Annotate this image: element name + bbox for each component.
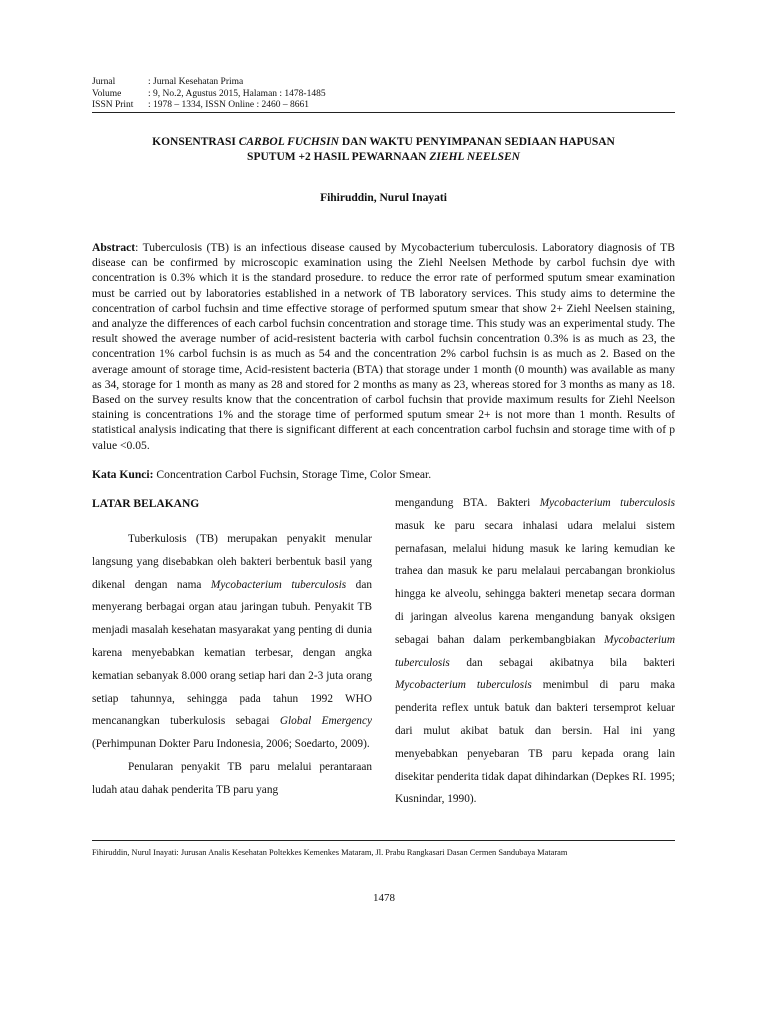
right-paragraph [395,492,675,811]
left-column [92,492,372,802]
paper-authors: Fihiruddin, Nurul Inayati [320,192,447,204]
page-number: 1478 [373,892,395,904]
title-part-4: SPUTUM +2 HASIL PEWARNAAN [247,151,430,163]
footnote-divider [92,840,675,841]
keywords [92,468,675,481]
left-p1-e: (Perhimpunan Dokter Paru Indonesia, 2006; Soedarto, 2009). [92,738,370,751]
section-heading: LATAR BELAKANG [92,498,200,510]
left-p1-c: dan menyerang berbagai organ atau jaringan tubuh. Penyakit TB menjadi masalah kesehatan masyarakat yang penting di dunia karena menyebabkan kematian terbesar, dengan angka kematian sebanyak 8.000 orang setiap hari dan 2-3 juta orang setiap tahunnya, sehingga pada tahun 1992 WHO mencanangkan tuberkulosis sebagai [92,578,372,728]
right-a: mengandung BTA. Bakteri [395,497,540,509]
right-g: menimbul di paru maka penderita reflex untuk batuk dan bakteri tersemprot keluar dari mulut akibat batuk dan bersin. Hal ini yang menyebabkan penyebaran TB paru kepada orang lain disekitar penderita tidak dapat dihindarkan (Depkes RI. 1995; Kusnindar, 1990). [395,679,675,806]
footnote: Fihiruddin, Nurul Inayati: Jurusan Analis Kesehatan Poltekkes Kemenkes Mataram, Jl. Prabu Rangkasari Dasan Cermen Sandubaya Mataram [92,848,568,857]
meta-volume-label: Volume [92,88,122,99]
left-p1-b: Mycobacterium tuberculosis [210,578,347,591]
right-c: masuk ke paru secara inhalasi udara melalui sistem pernafasan, melalui hidung masuk ke laring kemudian ke trahea dan masuk ke paru melalaui percabangan bronkiolus hingga ke alveolu, sehingga bakteri menetap secara dorman di jaringan alveolus karena mengandung banyak oksigen sebagai bahan dalam perkembangbiakan [395,519,675,646]
right-d: Mycobacterium tuberculosis [395,633,675,669]
abstract-text: : Tuberculosis (TB) is an infectious disease caused by Mycobacterium tuberculosis. Laboratory diagnosis of TB disease can be confirmed by microscopic examination using the Ziehl Neelsen Methode by carbol fuchsin dye with concentration is 0.3% which it is the standard prosedure. to reduce the error rate of performed sputum smear examination must be carried out by laboratories established in a network of TB laboratory services. This study aims to determine the concentration of carbol fuchsin and time effective storage of performed sputum smear that show 2+ Ziehl Neelsen staining, and analyze the differences of each carbol fuchsin concentration and storage time. This study was an experimental study. The result showed the average number of acid-resistent bacteria with carbol fuchsin concentration 0.3% is as much as 23, the concentration 1% carbol fuchsin is as much as 54 and the concentration 2% carbol fuchsin is as much as 2. Based on the average amount of storage time, Acid-resistent bacteria (BTA) that storage under 1 month (0 mounth) was available as many as 34, storage for 1 month as many as 28 and stored for 2 months as many as 23, whereas stored for 3 months as many as 18. Based on the survey results know that the concentration of carbol fuchsin that provide maximum results for Ziehl Neelson staining is concentrations 1% and the storage time of performed sputum smear 2+ is not more than 1 month. Results of statistical analysis indicating that there is significant different at each concentration carbol fuchsin and storage time with of p value <0.05. [92,241,675,452]
left-paragraph-1 [92,528,372,756]
meta-issn-row [92,100,326,112]
right-e: dan sebagai akibatnya bila bakteri [449,656,675,669]
right-column [395,492,675,811]
left-paragraph-2: Penularan penyakit TB paru melalui perantaraan ludah atau dahak penderita TB paru yang [92,760,372,796]
meta-volume-row [92,89,326,101]
abstract-label: Abstract [92,241,136,254]
abstract [92,240,675,453]
keywords-label: Kata Kunci: [92,468,154,481]
left-p1-d: Global Emergency [279,715,372,728]
meta-issn-label: ISSN Print [92,100,134,110]
title-part-2: CARBOL FUCHSIN [238,136,339,148]
meta-journal-label: Jurnal [92,77,116,87]
left-p1-a: Tuberkulosis (TB) merupakan penyakit menular langsung yang disebabkan oleh bakteri berbentuk basil yang dikenal dengan nama [92,533,372,591]
meta-volume-value: : 9, No.2, Agustus 2015, Halaman : 1478-1485 [148,88,326,99]
meta-issn-value: : 1978 – 1334, ISSN Online : 2460 – 8661 [148,100,309,110]
header-divider [92,112,675,113]
title-part-1: KONSENTRASI [152,136,239,148]
meta-journal-row [92,77,326,89]
journal-meta [92,77,326,112]
title-part-3: DAN WAKTU PENYIMPANAN SEDIAAN HAPUSAN [338,136,615,148]
title-part-5: ZIEHL NEELSEN [429,151,520,163]
paper-title [92,135,675,165]
right-b: Mycobacterium tuberculosis [539,497,675,509]
meta-journal-value: : Jurnal Kesehatan Prima [148,77,244,87]
right-f: Mycobacterium tuberculosis [395,679,532,692]
keywords-text: Concentration Carbol Fuchsin, Storage Time, Color Smear. [153,468,432,481]
